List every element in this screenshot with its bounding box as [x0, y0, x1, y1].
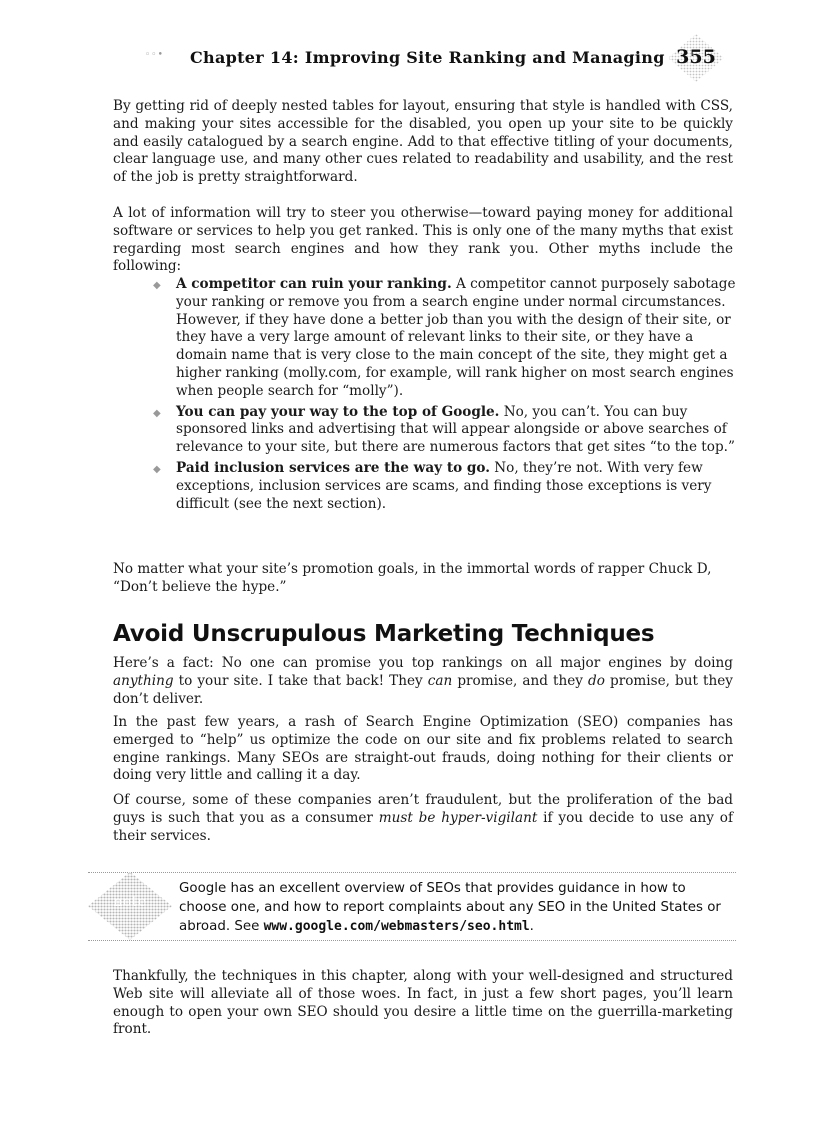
list-item — [150, 460, 740, 513]
text-run: to your site. I take that back! They — [173, 672, 428, 689]
diamond-bullet-icon: ◆ — [153, 407, 161, 419]
emphasis-can: can — [427, 672, 453, 689]
paragraph-promise — [113, 655, 733, 708]
paragraph-hype: No matter what your site’s promotion goals, in the immortal words of rapper Chuck D, “Don’t believe the hype.” — [113, 561, 712, 595]
text-run: promise, and they — [452, 672, 589, 689]
text-run: Here’s a fact: No one can promise you top rankings on all major engines by doing — [113, 655, 733, 671]
diamond-bullet-icon: ◆ — [153, 280, 161, 291]
myth-text: A competitor cannot purposely sabotage your ranking or remove you from a search engine under normal circumstances. However, if they have done a better job than you with the design of their site, or they have a very large amount of relevant links to their site, or they have a domain name that is very close to the main concept of the site, they might get a higher ranking (molly.com, for example, will rank higher on most search engines when people search for “molly”). — [176, 276, 736, 399]
text-run: Of course, some of these companies aren’t fraudulent, but the proliferation of the bad guys is such that you as a consumer — [113, 792, 733, 826]
myth-text: No, you can’t. You can buy sponsored links and advertising that will appear alongside or above searches of relevance to your site, but there are numerous factors that get sites “to the top.” — [176, 403, 735, 456]
text-run: if you decide to use any of their services. — [113, 809, 733, 844]
section-heading: Avoid Unscrupulous Marketing Techniques — [113, 621, 655, 647]
text-run: promise, but they don’t deliver. — [113, 672, 733, 707]
note-divider-top — [88, 872, 736, 873]
list-item — [150, 404, 740, 457]
myth-title: Paid inclusion services are the way to go. — [176, 459, 490, 476]
note-url: www.google.com/webmasters/seo.html — [263, 919, 530, 934]
note-label: note — [113, 894, 147, 910]
paragraph-seo-basics: By getting rid of deeply nested tables for layout, ensuring that style is handled with CSS, and making your sites accessible for the disabled, you open up your site to be quickly and easily catalogued by a search engine. Add to that effective titling of your documents, clear language use, and many other cues related to readability and usability, and the rest of the job is pretty straightforward. — [113, 98, 733, 186]
text-run: . — [529, 919, 534, 934]
myth-text: No, they’re not. With very few exceptions, inclusion services are scams, and finding those exceptions is very difficult (see the next section). — [176, 459, 712, 512]
list-item — [150, 276, 740, 401]
emphasis-anything: anything — [113, 672, 174, 689]
chapter-title: Chapter 14: Improving Site Ranking and Managing — [190, 48, 665, 67]
paragraph-myths-intro: A lot of information will try to steer you otherwise—toward paying money for additional software or services to help you get ranked. This is only one of the many myths that exist regarding most search engines and how they rank you. Other myths include the following: — [113, 205, 733, 275]
emphasis-hyper-vigilant: must be hyper-vigilant — [378, 809, 538, 826]
page-number: 355 — [676, 46, 716, 68]
paragraph-seo-companies: In the past few years, a rash of Search Engine Optimization (SEO) companies has emerged to “help” us optimize the code on our site and fix problems related to search engine rankings. Many SEOs are straight-out frauds, doing nothing for their clients or doing very little and calling it a day. — [113, 714, 733, 784]
header-ornament: ◦◦• — [145, 50, 164, 60]
paragraph-thankfully: Thankfully, the techniques in this chapter, along with your well-designed and structured Web site will alleviate all of those woes. In fact, in just a few short pages, you’ll learn enough to open your own SEO should you desire a little time on the guerrilla-marketing front. — [113, 968, 733, 1038]
note-divider-bottom — [88, 940, 736, 941]
note-badge — [88, 872, 172, 940]
page-number-badge — [668, 34, 724, 82]
note-box — [88, 870, 736, 942]
myths-list — [150, 276, 740, 516]
paragraph-vigilance — [113, 792, 733, 845]
diamond-bullet-icon: ◆ — [153, 463, 161, 475]
myth-title: You can pay your way to the top of Google. — [176, 403, 500, 420]
myth-title: A competitor can ruin your ranking. — [176, 276, 452, 292]
note-text — [179, 879, 735, 936]
text-run: Google has an excellent overview of SEOs that provides guidance in how to choose one, and how to report complaints about any SEO in the United States or abroad. See — [179, 881, 721, 934]
emphasis-do: do — [588, 672, 605, 689]
running-header — [0, 0, 816, 90]
